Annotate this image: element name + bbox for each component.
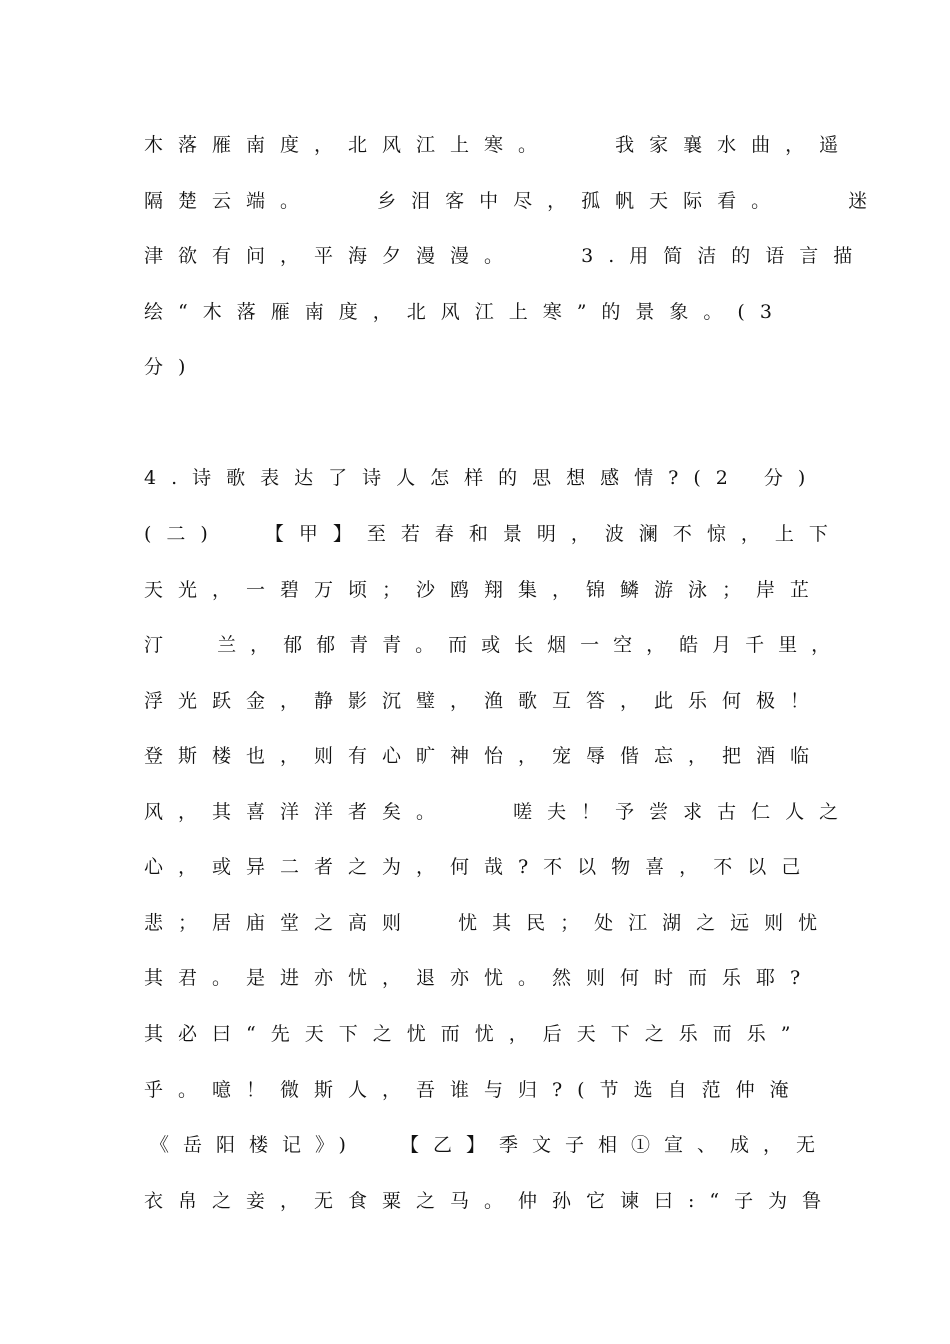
text-line: 津欲有问，平海夕漫漫。 3.用简洁的语言描 (144, 245, 868, 267)
text-line: 其君。是进亦忧，退亦忧。然则何时而乐耶? (144, 967, 816, 989)
text-line: 乎。噫！微斯人，吾谁与归?(节选自范仲淹 (144, 1079, 804, 1101)
text-line: 登斯楼也，则有心旷神怡，宠辱偕忘，把酒临 (144, 745, 825, 767)
text-line: 风，其喜洋洋者矣。 嗟夫！予尝求古仁人之 (144, 801, 854, 823)
question-4-line: 4.诗歌表达了诗人怎样的思想感情?(2 分) (144, 467, 821, 489)
text-line: 衣帛之妾，无食粟之马。仲孙它谏曰:“子为鲁 (144, 1190, 837, 1212)
text-line: 浮光跃金，静影沉璧，渔歌互答，此乐何极！ (144, 690, 825, 712)
text-line: 悲；居庙堂之高则 忧其民；处江湖之远则忧 (144, 912, 833, 934)
text-line: 心，或异二者之为，何哉?不以物喜，不以己 (144, 856, 816, 878)
text-line: 汀 兰，郁郁青青。而或长烟一空，皓月千里， (144, 634, 845, 656)
text-line: 木落雁南度，北风江上寒。 我家襄水曲，遥 (144, 134, 854, 156)
text-line: 隔楚云端。 乡泪客中尽，孤帆天际看。 迷 (144, 190, 883, 212)
text-line: 分) (144, 356, 201, 378)
text-line: 天光，一碧万顷；沙鸥翔集，锦鳞游泳；岸芷 (144, 579, 825, 601)
text-line: 绘“木落雁南度，北风江上寒”的景象。(3 (144, 301, 787, 323)
text-line: 《岳阳楼记》) 【乙】季文子相①宣、成，无 (150, 1134, 829, 1156)
text-line: 其必曰“先天下之忧而忧，后天下之乐而乐” (144, 1023, 806, 1045)
passage-heading-line: (二) 【甲】至若春和景明，波澜不惊，上下 (144, 523, 843, 545)
